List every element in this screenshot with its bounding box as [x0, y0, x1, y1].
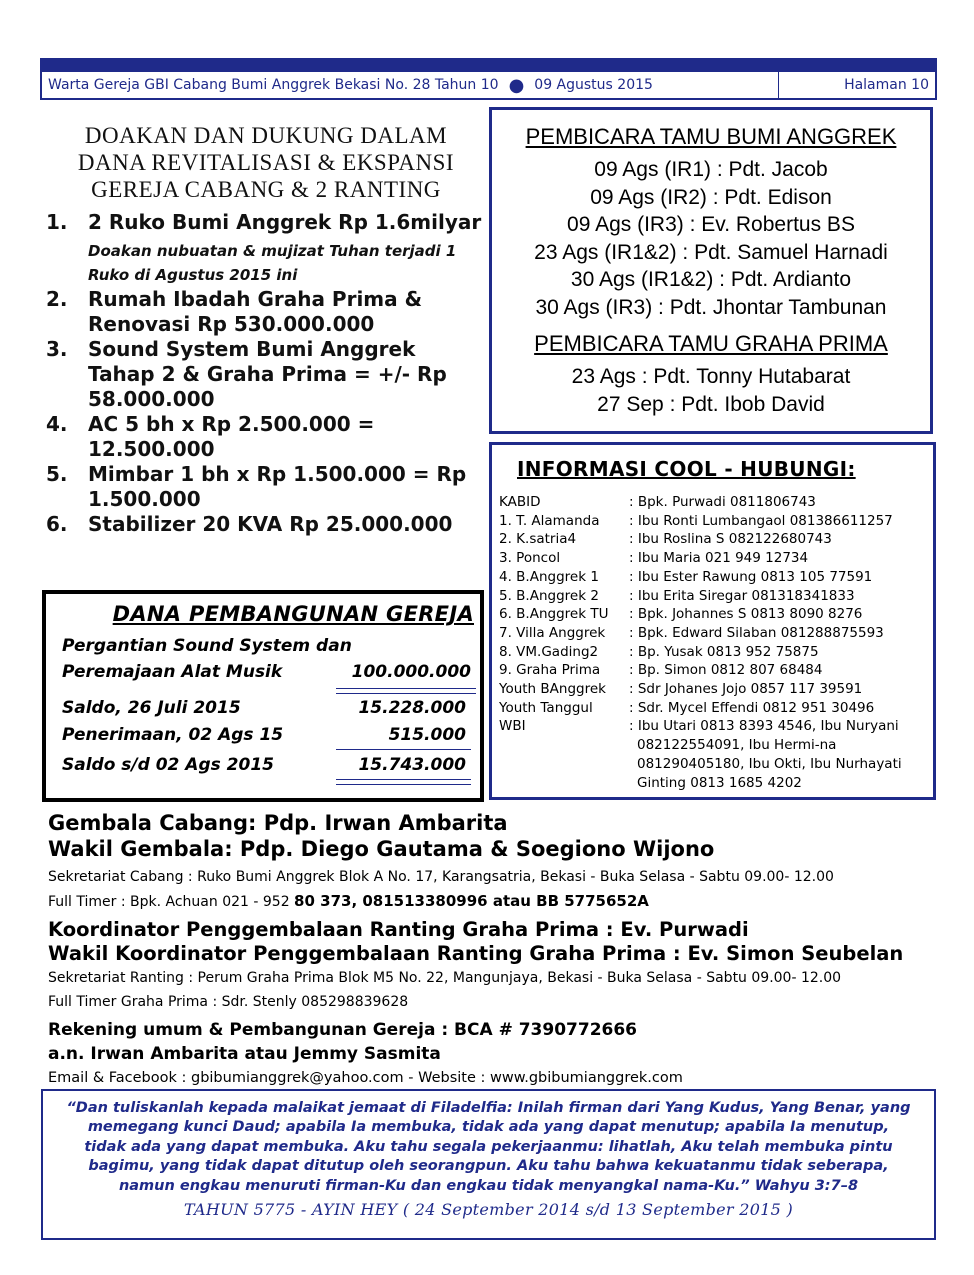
- bullet-icon: ●: [508, 74, 525, 96]
- cool-contact-row: [499, 530, 927, 549]
- cool-contact-person: : Sdr Johanes Jojo 0857 117 39591: [629, 681, 863, 698]
- cool-contact-person: : Bpk. Johannes S 0813 8090 8276: [629, 606, 863, 623]
- bulletin-date: 09 Agustus 2015: [534, 77, 653, 93]
- full-timer-cabang: [48, 889, 938, 914]
- appeal-item-number: 3.: [46, 337, 68, 361]
- cool-contact-person: : Ibu Utari 0813 8393 4546, Ibu Nuryani 082122554091, Ibu Hermi-na 081290405180, Ibu Okti, Ibu Nurhayati Ginting 0813 1685 4202: [629, 718, 902, 791]
- fund-item-line: Pergantian Sound System dan: [62, 636, 352, 656]
- cool-group-name: 4. B.Anggrek 1: [499, 568, 599, 585]
- speakers-title-graha-prima: PEMBICARA TAMU GRAHA PRIMA: [534, 331, 888, 356]
- cool-group-name: 2. K.satria4: [499, 531, 577, 548]
- appeal-item-number: 6.: [46, 512, 68, 536]
- account-holder: a.n. Irwan Ambarita atau Jemmy Sasmita: [48, 1044, 441, 1064]
- scripture-text: “Dan tuliskanlah kepada malaikat jemaat di Filadelfia: Inilah firman dari Yang Kudus, Yang Benar, yang memegang kunci Daud; apabila Ia membuka, tidak ada yang dapat menutup; apabila Ia menutup, tidak ada yang dapat membuka. Aku tahu segala pekerjaanmu: lihatlah, Aku telah membuka pintu bagimu, yang tidak dapat ditutup oleh seorangpun. Aku tahu bahwa kekuatanmu tidak seberapa, namun engkau menuruti firman-Ku dan engkau tidak menyangkal nama-Ku.” Wahyu 3:7–8: [66, 1100, 911, 1194]
- cool-contact-row: [499, 587, 927, 606]
- cool-contact-row: [499, 549, 927, 568]
- appeal-item: [46, 512, 486, 537]
- appeal-item-text: AC 5 bh x Rp 2.500.000 = 12.500.000: [88, 412, 375, 461]
- church-contact-section: [48, 810, 938, 1090]
- cool-contact-person: : Bp. Yusak 0813 952 75875: [629, 643, 819, 660]
- cool-contact-row: [499, 605, 927, 624]
- page-number: Halaman 10: [844, 77, 929, 93]
- cool-contact-row: [499, 717, 927, 792]
- appeal-item: [46, 462, 486, 512]
- cool-group-name: 3. Poncol: [499, 550, 561, 567]
- cool-group-name: 8. VM.Gading2: [499, 643, 599, 660]
- appeal-item: [46, 412, 486, 462]
- full-timer-phone: 80 373, 081513380996 atau BB 5775652A: [294, 892, 649, 910]
- appeal-item-text: Sound System Bumi Anggrek Tahap 2 & Graha Prima = +/- Rp 58.000.000: [88, 337, 447, 411]
- bulletin-title: Warta Gereja GBI Cabang Bumi Anggrek Bekasi No. 28 Tahun 10: [48, 77, 499, 93]
- cool-contact-row: [499, 680, 927, 699]
- appeal-title-line: GEREJA CABANG & 2 RANTING: [91, 177, 441, 202]
- building-fund-title: DANA PEMBANGUNAN GEREJA: [112, 602, 474, 626]
- cool-group-name: 9. Graha Prima: [499, 662, 601, 679]
- appeal-item-number: 1.: [46, 210, 68, 234]
- appeal-item-text: Mimbar 1 bh x Rp 1.500.000 = Rp 1.500.000: [88, 462, 467, 511]
- hebrew-year-line: TAHUN 5775 - AYIN HEY ( 24 September 2014 s/d 13 September 2015 ): [183, 1200, 794, 1220]
- email-website: Email & Facebook : gbibumianggrek@yahoo.com - Website : www.gbibumianggrek.com: [48, 1070, 683, 1086]
- cool-group-name: 7. Villa Anggrek: [499, 624, 606, 641]
- cool-contact-person: : Bpk. Purwadi 0811806743: [629, 494, 816, 510]
- cool-contact-person: : Ibu Ester Rawung 0813 105 77591: [629, 568, 873, 585]
- speaker-row: 09 Ags (IR1) : Pdt. Jacob: [594, 158, 828, 181]
- cool-info-title: INFORMASI COOL - HUBUNGI:: [517, 457, 856, 481]
- appeal-title: [46, 122, 486, 203]
- building-fund-box: [42, 590, 484, 802]
- page-header: [40, 72, 937, 100]
- speaker-row: 30 Ags (IR3) : Pdt. Jhontar Tambunan: [535, 295, 887, 319]
- wakil-koordinator-ranting: Wakil Koordinator Penggembalaan Ranting Graha Prima : Ev. Simon Seubelan: [48, 942, 904, 965]
- cool-contact-table: [499, 493, 927, 792]
- saldo-akhir-label: Saldo s/d 02 Ags 2015: [62, 755, 274, 775]
- saldo-amount: 15.228.000: [358, 698, 466, 718]
- appeal-item: [46, 210, 486, 287]
- penerimaan-amount: 515.000: [388, 725, 466, 745]
- appeal-item-number: 4.: [46, 412, 68, 436]
- double-underline: [336, 688, 476, 694]
- speaker-row: 23 Ags (IR1&2) : Pdt. Samuel Harnadi: [534, 240, 888, 264]
- sekretariat-ranting: Sekretariat Ranting : Perum Graha Prima Blok M5 No. 22, Mangunjaya, Bekasi - Buka Selasa - Sabtu 09.00- 12.00: [48, 970, 842, 986]
- cool-contact-row: [499, 493, 927, 512]
- gembala-cabang: Gembala Cabang: Pdp. Irwan Ambarita: [48, 811, 508, 835]
- appeal-item-note: Doakan nubuatan & mujizat Tuhan terjadi 1 Ruko di Agustus 2015 ini: [88, 242, 457, 284]
- bank-account: Rekening umum & Pembangunan Gereja : BCA # 7390772666: [48, 1020, 638, 1040]
- appeal-item-text: 2 Ruko Bumi Anggrek Rp 1.6milyar: [88, 210, 482, 234]
- cool-group-name: WBI: [499, 718, 526, 735]
- appeal-item-text: Stabilizer 20 KVA Rp 25.000.000: [88, 512, 453, 536]
- fund-item-amount: 100.000.000: [351, 662, 471, 682]
- appeal-item-number: 5.: [46, 462, 68, 486]
- cool-contact-row: [499, 624, 927, 643]
- cool-contact-row: [499, 568, 927, 587]
- header-bar: [40, 58, 937, 72]
- wakil-gembala: Wakil Gembala: Pdp. Diego Gautama & Soegiono Wijono: [48, 837, 715, 861]
- cool-group-name: Youth BAnggrek: [499, 681, 606, 698]
- saldo-label: Saldo, 26 Juli 2015: [62, 698, 241, 718]
- speaker-row: 09 Ags (IR3) : Ev. Robertus BS: [567, 213, 855, 236]
- cool-contact-row: [499, 661, 927, 680]
- double-underline: [336, 779, 471, 785]
- appeal-title-line: DOAKAN DAN DUKUNG DALAM: [84, 123, 448, 148]
- full-timer-text: Full Timer : Bpk. Achuan 021 - 952: [48, 894, 295, 910]
- speaker-row: 23 Ags : Pdt. Tonny Hutabarat: [571, 365, 851, 388]
- appeal-item: [46, 337, 486, 412]
- scripture-box: [41, 1089, 936, 1240]
- full-timer-graha-prima: Full Timer Graha Prima : Sdr. Stenly 085298839628: [48, 994, 409, 1010]
- saldo-akhir-amount: 15.743.000: [358, 755, 466, 775]
- koordinator-ranting: Koordinator Penggembalaan Ranting Graha Prima : Ev. Purwadi: [48, 918, 749, 941]
- guest-speakers-box: [489, 107, 933, 434]
- appeal-title-line: DANA REVITALISASI & EKSPANSI: [77, 150, 455, 175]
- cool-contact-person: : Ibu Maria 021 949 12734: [629, 550, 809, 567]
- speakers-title-bumi-anggrek: PEMBICARA TAMU BUMI ANGGREK: [525, 124, 897, 149]
- cool-contact-person: : Ibu Roslina S 082122680743: [629, 531, 832, 548]
- appeal-item-text: Rumah Ibadah Graha Prima & Renovasi Rp 530.000.000: [88, 287, 423, 336]
- cool-group-name: 5. B.Anggrek 2: [499, 587, 599, 604]
- cool-contact-person: : Ibu Ronti Lumbangaol 081386611257: [629, 512, 893, 529]
- cool-contact-row: [499, 699, 927, 718]
- cool-group-name: 1. T. Alamanda: [499, 512, 600, 529]
- speaker-row: 27 Sep : Pdt. Ibob David: [597, 392, 825, 416]
- cool-contact-person: : Sdr. Mycel Effendi 0812 951 30496: [629, 699, 875, 716]
- cool-contact-row: [499, 512, 927, 531]
- speaker-row: 09 Ags (IR2) : Pdt. Edison: [590, 185, 832, 209]
- cool-contact-person: : Bpk. Edward Silaban 081288875593: [629, 624, 884, 641]
- cool-contact-person: : Bp. Simon 0812 807 68484: [629, 662, 823, 679]
- sum-line: [336, 749, 471, 750]
- cool-group-name: Youth Tanggul: [499, 699, 593, 716]
- cool-info-box: [489, 442, 936, 800]
- sekretariat-cabang: Sekretariat Cabang : Ruko Bumi Anggrek Blok A No. 17, Karangsatria, Bekasi - Buka Selasa - Sabtu 09.00- 12.00: [48, 869, 834, 885]
- cool-group-name: 6. B.Anggrek TU: [499, 606, 609, 623]
- cool-contact-person: : Ibu Erita Siregar 081318341833: [629, 587, 855, 604]
- cool-contact-row: [499, 643, 927, 662]
- penerimaan-label: Penerimaan, 02 Ags 15: [62, 725, 284, 745]
- speaker-row: 30 Ags (IR1&2) : Pdt. Ardianto: [570, 268, 852, 291]
- appeal-list: [46, 210, 486, 537]
- cool-group-name: KABID: [499, 494, 541, 510]
- appeal-item: [46, 287, 486, 337]
- appeal-item-number: 2.: [46, 287, 68, 311]
- fund-item-line: Peremajaan Alat Musik: [62, 662, 283, 682]
